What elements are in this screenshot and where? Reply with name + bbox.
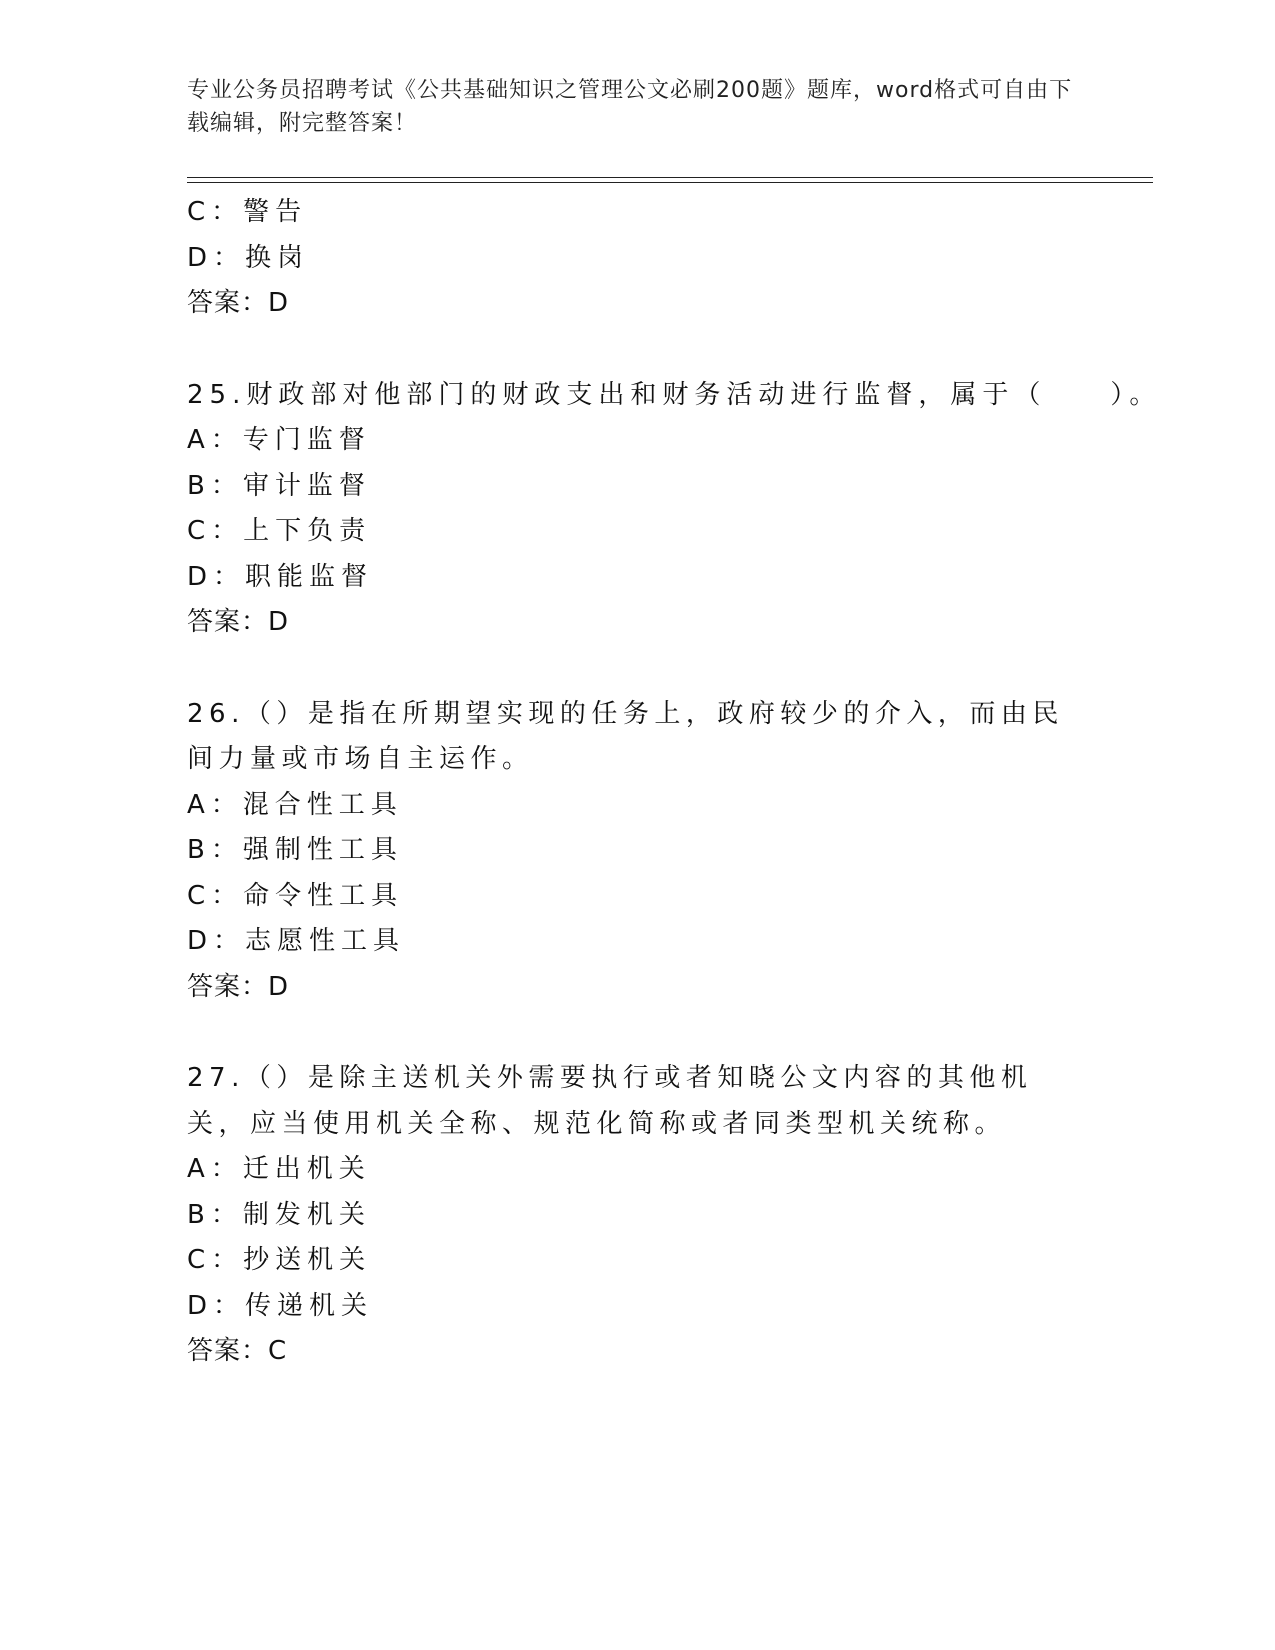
answer-line: 答案：D [187, 971, 290, 1002]
question-stem: 25.财政部对他部门的财政支出和财务活动进行监督，属于（ ）。 [187, 379, 1162, 410]
question-26 [187, 692, 1087, 1011]
header-rule-bottom [187, 182, 1153, 183]
spacer [187, 646, 1087, 692]
question-27 [187, 1056, 1087, 1375]
option-a: A：混合性工具 [187, 789, 403, 820]
option-d: D：职能监督 [187, 561, 374, 592]
option-c: C：抄送机关 [187, 1245, 372, 1275]
answer-line: 答案：C [187, 1336, 288, 1366]
option-a: A：迁出机关 [187, 1154, 371, 1184]
question-list [187, 190, 1162, 1375]
option-b: B：强制性工具 [187, 835, 403, 865]
option-c: C：上下负责 [187, 516, 372, 546]
option-d: D：志愿性工具 [187, 926, 406, 956]
spacer [187, 327, 1087, 373]
document-header: 专业公务员招聘考试《公共基础知识之管理公文必刷200题》题库，word格式可自由下载编辑，附完整答案！ [187, 78, 1073, 136]
spacer [187, 1010, 1087, 1056]
header-rule-top [187, 177, 1153, 178]
option-b: B：审计监督 [187, 470, 371, 501]
question-24-tail [187, 190, 1087, 327]
option-c: C：命令性工具 [187, 880, 404, 911]
question-stem: 26.（）是指在所期望实现的任务上，政府较少的介入，而由民间力量或市场自主运作。 [187, 698, 1064, 774]
answer-line: 答案：D [187, 288, 290, 318]
question-stem: 27.（）是除主送机关外需要执行或者知晓公文内容的其他机关，应当使用机关全称、规范化简称或者同类型机关统称。 [187, 1063, 1033, 1139]
option-b: B：制发机关 [187, 1199, 371, 1230]
option-a: A：专门监督 [187, 425, 371, 455]
answer-line: 答案：D [187, 607, 290, 637]
option-c: C：警告 [187, 197, 308, 227]
option-d: D：传递机关 [187, 1290, 374, 1321]
option-d: D：换岗 [187, 242, 310, 273]
question-25 [187, 373, 1162, 646]
